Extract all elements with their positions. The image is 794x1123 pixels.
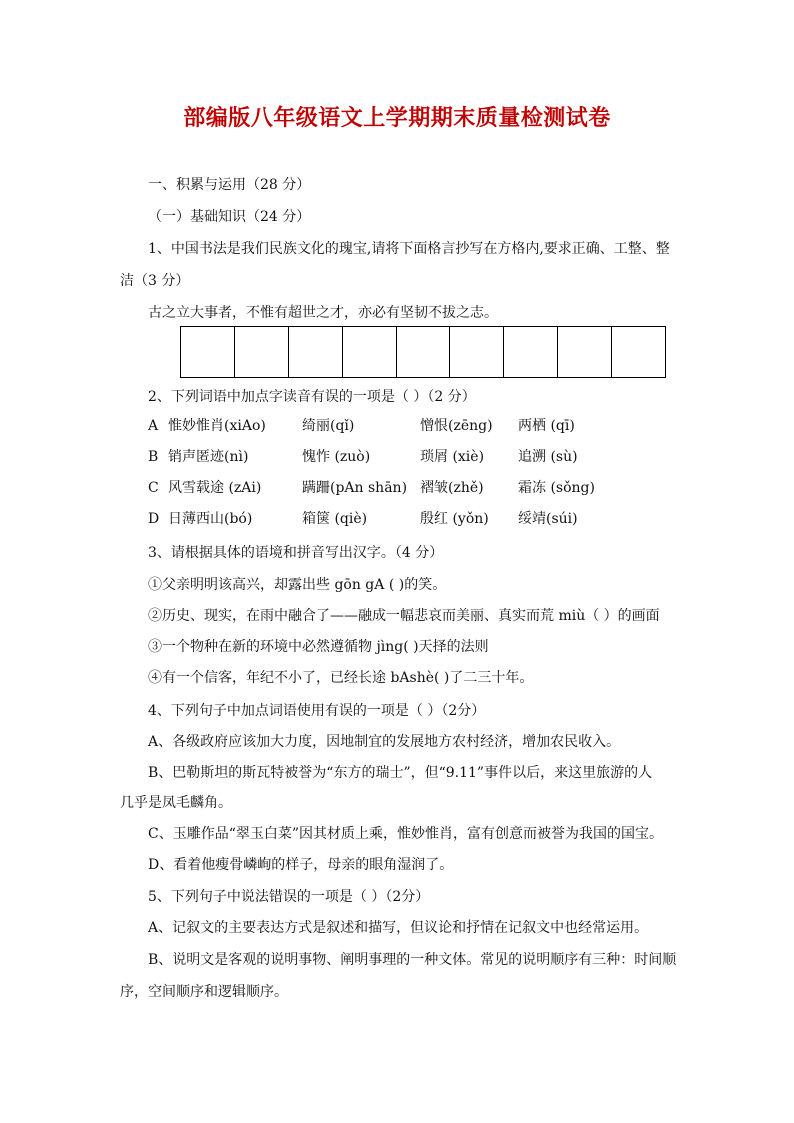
question-1-line-1: 1、中国书法是我们民族文化的瑰宝,请将下面格言抄写在方格内,要求正确、工整、整	[148, 241, 670, 257]
section-heading: 一、积累与运用（28 分）	[148, 177, 311, 193]
option-item: 销声匿迹(nì)	[168, 449, 249, 465]
option-item: 追溯 (sù)	[518, 449, 578, 465]
option-item: 箱箧 (qiè)	[302, 511, 368, 527]
question-1-quote: 古之立大事者，不惟有超世之才，亦必有坚韧不拔之志。	[148, 305, 498, 321]
option-item: 憎恨(zēng)	[420, 418, 493, 434]
option-letter: C	[148, 480, 159, 496]
question-2-stem: 2、下列词语中加点字读音有误的一项是（ ）（2 分）	[148, 389, 476, 405]
question-3-item: ②历史、现实，在雨中融合了——融成一幅悲哀而美丽、真实而荒 miù（ ）的画面	[148, 608, 660, 624]
question-4-option-b: B、巴勒斯坦的斯瓦特被誉为“东方的瑞士”，但“9.11”事件以后，来这里旅游的人	[148, 765, 653, 781]
option-item: 绥靖(súi)	[518, 511, 578, 527]
question-3-item: ①父亲明明该高兴，却露出些 gōn gA ( )的笑。	[148, 577, 447, 593]
question-5-stem: 5、下列句子中说法错误的一项是（ ）（2分）	[148, 889, 430, 905]
question-4-option-a: A、各级政府应该加大力度，因地制宜的发展地方农村经济，增加农民收入。	[148, 734, 621, 750]
option-item: 褶皱(zhě)	[420, 480, 484, 496]
page-title: 部编版八年级语文上学期期末质量检测试卷	[183, 106, 611, 131]
option-item: 惟妙惟肖(xiAo)	[168, 418, 266, 434]
question-3-item: ③一个物种在新的环境中必然遵循物 jìng( )天择的法则	[148, 639, 489, 655]
option-item: 殷红 (yǒn)	[420, 511, 489, 527]
question-5-option-a: A、记叙文的主要表达方式是叙述和描写，但议论和抒情在记叙文中也经常运用。	[148, 920, 649, 936]
option-item: 风雪载途 (zAi)	[168, 480, 262, 496]
subsection-heading: （一）基础知识（24 分）	[148, 209, 311, 225]
grid-cell[interactable]	[343, 327, 397, 377]
grid-cell[interactable]	[397, 327, 451, 377]
option-item: 琐屑 (xiè)	[420, 449, 485, 465]
question-3-item: ④有一个信客，年纪不小了，已经长途 bAshè( )了二三十年。	[148, 670, 534, 686]
question-4-option-c: C、玉雕作品“翠玉白菜”因其材质上乘，惟妙惟肖，富有创意而被誉为我国的国宝。	[148, 826, 664, 842]
question-4-stem: 4、下列句子中加点词语使用有误的一项是（ ）（2分）	[148, 703, 486, 719]
grid-cell[interactable]	[289, 327, 343, 377]
option-letter: A	[148, 418, 159, 434]
option-item: 绮丽(qǐ)	[302, 418, 355, 434]
grid-cell[interactable]	[181, 327, 235, 377]
grid-cell[interactable]	[612, 327, 665, 377]
option-item: 日薄西山(bó)	[168, 511, 253, 527]
option-letter: B	[148, 449, 159, 465]
option-letter: D	[148, 511, 160, 527]
question-5-option-b-cont: 序，空间顺序和逻辑顺序。	[120, 984, 288, 1000]
grid-cell[interactable]	[235, 327, 289, 377]
grid-cell[interactable]	[450, 327, 504, 377]
question-4-option-d: D、看着他瘦骨嶙峋的样子，母亲的眼角湿润了。	[148, 857, 454, 873]
question-3-stem: 3、请根据具体的语境和拼音写出汉字。（4 分）	[148, 545, 444, 561]
grid-cell[interactable]	[558, 327, 612, 377]
option-item: 霜冻 (sǒng)	[518, 480, 595, 496]
question-5-option-b: B、说明文是客观的说明事物、阐明事理的一种文体。常见的说明顺序有三种：时间顺	[148, 952, 677, 968]
question-1-line-2: 洁（3 分）	[120, 273, 190, 289]
option-item: 蹒跚(pAn shān)	[302, 480, 408, 496]
grid-cell[interactable]	[504, 327, 558, 377]
option-item: 两栖 (qī)	[518, 418, 575, 434]
question-4-option-b-cont: 几乎是凤毛麟角。	[120, 795, 232, 811]
writing-grid	[180, 326, 666, 378]
option-item: 愧怍 (zuò)	[302, 449, 371, 465]
